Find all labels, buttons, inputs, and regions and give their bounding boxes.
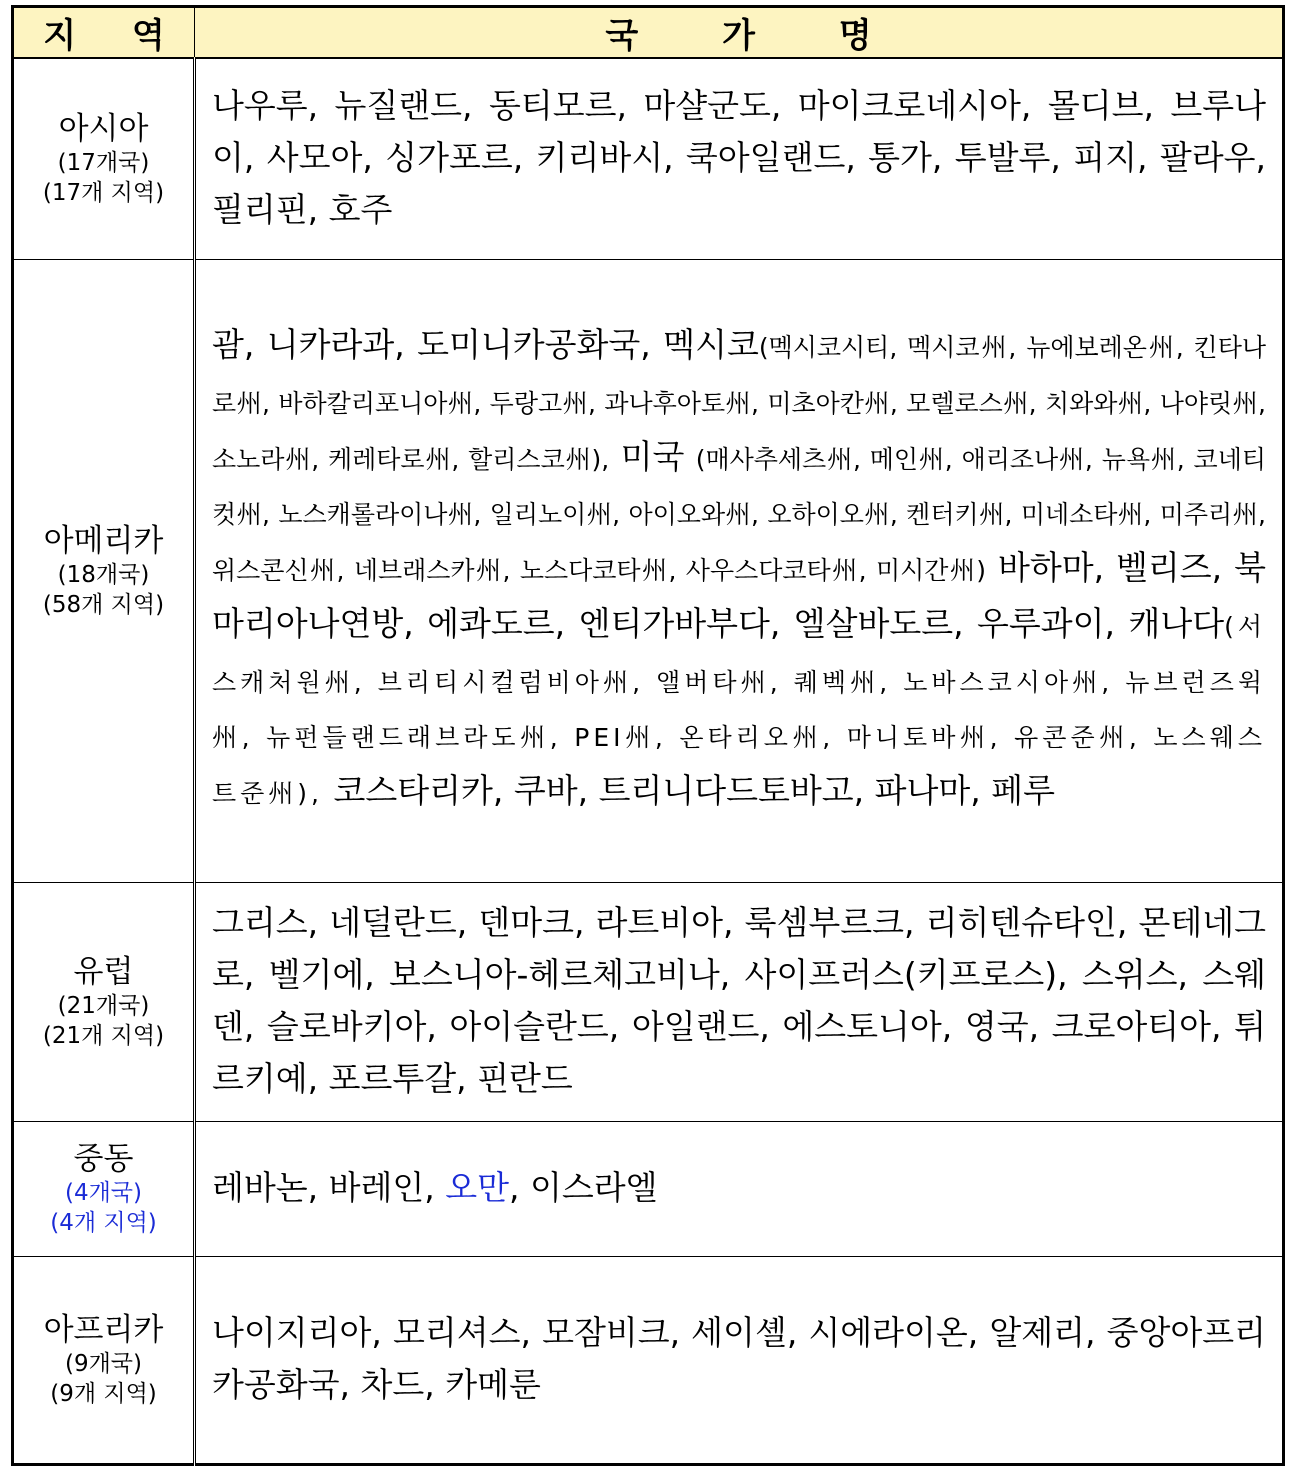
row-middle-east [13, 1122, 1284, 1257]
country-text: 코스타리카, 쿠바, 트리니다드토바고, 파나마, 페루 [333, 771, 1055, 811]
country-text: , 이스라엘 [509, 1168, 658, 1207]
region-name: 아시아 [58, 111, 149, 147]
region-cell-americas [13, 260, 195, 883]
region-cell-asia [13, 58, 195, 260]
usa-states-text: (매사추세츠州, 메인州, 애리조나州, 뉴욕州, 코네티컷州, 노스캐롤라이나州, 일리노이州, 아이오와州, 오하이오州, 켄터키州, 미네소타州, 미주리州, 위스콘신州, 네브래스카州, 노스다코타州, 사우스다코타州, 미시간州) [212, 444, 1266, 586]
country-text: 괌, 니카라과, 도미니카공화국, 멕시코 [212, 324, 759, 364]
header-countries: 국 가 명 [195, 7, 1284, 59]
region-cell-europe [13, 883, 195, 1122]
header-row [13, 7, 1284, 59]
region-country-count: (9개국) [64, 1351, 142, 1377]
region-name: 중동 [73, 1141, 134, 1177]
country-list-europe: 그리스, 네덜란드, 덴마크, 라트비아, 룩셈부르크, 리히텐슈타인, 몬테네그로, 벨기에, 보스니아-헤르체고비나, 사이프러스(키프로스), 스위스, 스웨덴, 슬로바키아, 아이슬란드, 아일랜드, 에스토니아, 영국, 크로아티아, 튀르키예, 포르투갈, 핀란드 [195, 883, 1284, 1122]
region-country-count: (17개국) [57, 150, 150, 176]
region-cell-africa [13, 1257, 195, 1465]
region-area-count: (58개 지역) [42, 592, 165, 618]
region-area-count: (9개 지역) [50, 1381, 157, 1407]
region-country-count: (21개국) [57, 993, 150, 1019]
region-name: 아메리카 [43, 523, 164, 559]
row-asia [13, 58, 1284, 260]
country-text: 바하마, 벨리즈, 북마리아나연방, 에콰도르, 엔티가바부다, 엘살바도르, 우루과이, 캐나다 [212, 548, 1266, 643]
country-list-asia: 나우루, 뉴질랜드, 동티모르, 마샬군도, 마이크로네시아, 몰디브, 브루나이, 사모아, 싱가포르, 키리바시, 쿡아일랜드, 통가, 투발루, 피지, 팔라우, 필리핀, 호주 [195, 58, 1284, 260]
region-cell-middle-east [13, 1122, 195, 1257]
mexico-states-text: (멕시코시티, 멕시코州, 뉴에보레온州, 킨타나로州, 바하칼리포니아州, 두랑고州, 과나후아토州, 미초아칸州, 모렐로스州, 치와와州, 나야릿州, 소노라州, 케레타로州, 할리스코州), [212, 332, 1266, 474]
region-name: 아프리카 [43, 1312, 164, 1348]
country-list-africa: 나이지리아, 모리셔스, 모잠비크, 세이셸, 시에라이온, 알제리, 중앙아프리카공화국, 차드, 카메룬 [195, 1257, 1284, 1465]
region-area-count: (4개 지역) [50, 1210, 157, 1236]
highlighted-country: 오만 [445, 1168, 509, 1207]
country-list-middle-east [195, 1122, 1284, 1257]
region-name: 유럽 [73, 954, 134, 990]
region-country-count: (18개국) [57, 562, 150, 588]
region-area-count: (21개 지역) [42, 1023, 165, 1049]
region-area-count: (17개 지역) [42, 180, 165, 206]
country-text: 레바논, 바레인, [212, 1168, 446, 1207]
row-africa [13, 1257, 1284, 1465]
region-country-count: (4개국) [64, 1180, 142, 1206]
row-europe [13, 883, 1284, 1122]
row-americas [13, 260, 1284, 883]
region-country-table [11, 5, 1285, 1466]
canada-states-text: (서스캐처원州, 브리티시컬럼비아州, 앨버타州, 퀘벡州, 노바스코시아州, 뉴브런즈윅州, 뉴펀들랜드래브라도州, PEI州, 온타리오州, 마니토바州, 유콘준州, 노스웨스트준州), [212, 611, 1266, 809]
header-region: 지 역 [13, 7, 195, 59]
country-text: 미국 [620, 436, 685, 476]
country-list-americas [195, 260, 1284, 883]
